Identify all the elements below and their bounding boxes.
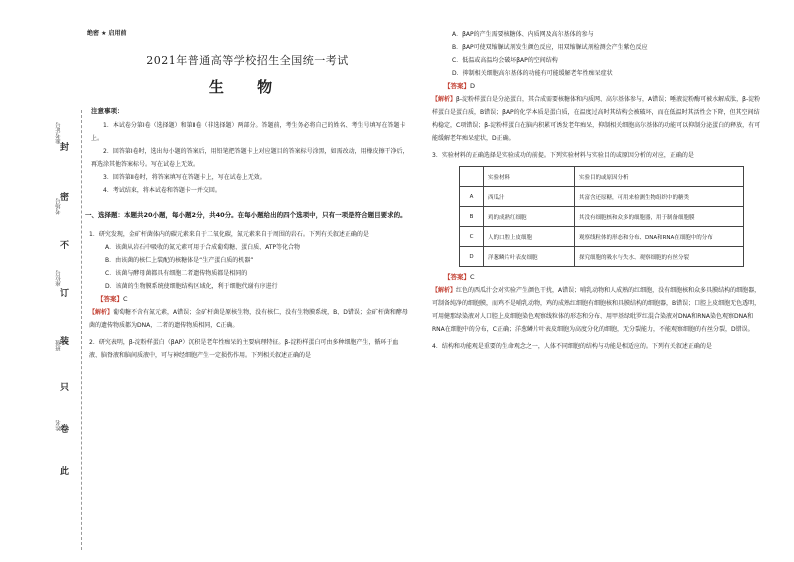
table-cell: D: [460, 247, 484, 267]
explanation-tag: 【解析】: [432, 96, 457, 103]
table-header-cell: 实验目的或原因分析: [575, 167, 744, 187]
right-column: [432, 28, 762, 353]
explanation-tag: 【解析】: [89, 309, 114, 316]
option-b: B．由该菌的核仁上装配的核糖体是“生产蛋白质的机器”: [105, 257, 254, 264]
question-stem: 2．研究表明，β-淀粉样蛋白（βAP）沉积是老年性痴呆的主要病理特征。β-淀粉样蛋白可由多种细胞产生，循环于血液、脑脊液和脑间质液中，可与神经细胞产生一定损伤作用。下列相关叙述正确的是: [89, 339, 399, 359]
exam-room-label: 考场号: [56, 198, 62, 215]
materials-table: [459, 166, 744, 267]
option-c: C．该菌与酵母菌都具有细胞二者遗传物质都是相同的: [105, 270, 248, 277]
name-label: 姓名: [56, 420, 62, 431]
question-2-stem-block: [85, 336, 410, 362]
left-column: [85, 28, 410, 362]
seal-char: 卷: [60, 425, 70, 435]
answer: [432, 80, 762, 93]
seal-dashed-line: [81, 110, 82, 550]
seal-char: 此: [60, 467, 70, 477]
answer: [85, 293, 410, 306]
explanation: [432, 93, 762, 145]
secret-label: 绝密 ★ 启用前: [87, 30, 127, 37]
answer: [432, 271, 762, 284]
table-cell: 其富含还原糖，可用来检测生物组织中的糖类: [575, 187, 744, 207]
binding-margin: [0, 0, 95, 562]
option-a: A．βAP的产生需要核糖体、内质网及高尔基体的参与: [452, 31, 594, 38]
note-item: 4．考试结束，将本试卷和答题卡一并交回。: [103, 187, 221, 194]
seal-char: 封: [60, 143, 70, 153]
table-cell: A: [460, 187, 484, 207]
table-row: [460, 207, 744, 227]
table-row: [460, 227, 744, 247]
seal-char: 只: [60, 383, 70, 393]
option-c: C．低温或高温均会破坏βAP的空间结构: [452, 57, 558, 64]
table-cell: 其没有细胞核和众多的细胞器，用于制备细胞膜: [575, 207, 744, 227]
explanation-tag: 【解析】: [432, 287, 457, 294]
class-label: 班级: [56, 340, 62, 351]
seat-number-label: 座位号: [56, 270, 62, 287]
table-cell: 鸡的成熟红细胞: [484, 207, 575, 227]
admission-number-label: 准考证号: [56, 122, 62, 144]
notes-heading: 注意事项：: [91, 107, 124, 115]
question-stem: 4．结构和功能观是重要的生命观念之一，人体不同细胞的结构与功能是相适应的。下列有关叙述正确的是: [432, 343, 712, 350]
explanation-text: 红色的西瓜汁会对实验产生颜色干扰，A错误；哺乳动物和人成熟的红细胞，没有细胞核和众多具膜结构的细胞器，可制备纯净的细胞膜，而鸡不是哺乳动物，鸡的成熟红细胞有细胞核和具膜结构的细胞器，B错误；口腔上皮细胞无色透明，可用健那绿染液对人口腔上皮细胞染色观察线粒体的形态和分布、用甲基绿吡罗红混合染液对DNA和RNA染色观察DNA和RNA在细胞中的分布，C正确；洋葱鳞片叶表皮细胞为高度分化的细胞，无分裂能力，不能观察细胞的有丝分裂，D错误。: [432, 287, 761, 333]
exam-title: 2021年普通高等学校招生全国统一考试: [146, 54, 349, 67]
table-cell: 探究细胞的吸水与失水、观察细胞的有丝分裂: [575, 247, 744, 267]
seal-char: 装: [60, 337, 70, 347]
table-header-cell: 实验材料: [484, 167, 575, 187]
table-header-row: [460, 167, 744, 187]
answer-tag: 【答案】: [97, 295, 123, 303]
explanation: [85, 306, 410, 332]
seal-char: 密: [60, 193, 70, 203]
table-cell: 西瓜汁: [484, 187, 575, 207]
explanation-text: β-淀粉样蛋白是分泌蛋白，其合成需要核糖体和内质网、高尔基体参与，A错误；唾液淀粉酶可被水解成肽，β-淀粉样蛋白是蛋白质，B错误；βAP的化学本质是蛋白质，在温度过高时其结构会被破坏，而在低温时其活性会下降，但其空间结构稳定，C项错误；β-淀粉样蛋白在脑内积累可诱发老年痴呆，抑制相关细胞高尔基体的功能可以抑制分泌蛋白的释放，有可能缓解老年痴呆症状，D正确。: [432, 96, 761, 142]
seal-char: 不: [60, 241, 70, 251]
question-1: [85, 228, 410, 332]
answer-value: C: [123, 295, 128, 303]
exam-subject: 生 物: [208, 78, 287, 96]
explanation-text: 葡萄糖不含有氮元素，A错误；金矿杆菌是原核生物，没有核仁，没有生物膜系统，B、D错误；金矿杆菌和酵母菌的遗传物质都为DNA，二者的遗传物质相同，C正确。: [89, 309, 408, 329]
option-d: D．该菌的生物膜系统使细胞结构区域化，利于细胞代谢有序进行: [105, 283, 278, 290]
answer-value: D: [470, 82, 476, 90]
table-row: [460, 187, 744, 207]
section-heading: 一、选择题：本题共20小题，每小题2分，共40分。在每小题给出的四个选项中，只有一项是符合题目要求的。: [85, 211, 407, 219]
question-4: [432, 340, 762, 353]
option-a: A．该菌从岩石中吸收的氮元素可用于合成葡萄糖、蛋白质、ATP等化合物: [105, 244, 301, 251]
table-cell: B: [460, 207, 484, 227]
note-item: 2．回答第Ⅰ卷时，选出每小题的答案后，用铅笔把答题卡上对应题目的答案标号涂黑，如需改动，用橡皮擦干净后，再选涂其他答案标号。写在试卷上无效。: [91, 148, 409, 168]
question-stem: 1．研究发现，金矿杆菌体内的碳元素来自于二氧化碳，氮元素来自于周围的岩石。下列有关叙述正确的是: [89, 231, 369, 238]
seal-char: 订: [60, 289, 70, 299]
answer-tag: 【答案】: [444, 82, 470, 90]
answer-value: C: [470, 273, 475, 281]
note-item: 1．本试卷分第Ⅰ卷（选择题）和第Ⅱ卷（非选择题）两部分。答题前，考生务必将自己的姓名、考生号填写在答题卡上。: [91, 122, 406, 142]
question-stem: 3．实验材料的正确选择是实验成功的前提。下列实验材料与实验目的或原因分析的对应，正确的是: [432, 152, 694, 159]
option-d: D．抑制相关细胞高尔基体的功能有可能缓解老年性痴呆症状: [452, 70, 613, 77]
note-item: 3．回答第Ⅱ卷时，将答案填写在答题卡上，写在试卷上无效。: [103, 174, 266, 181]
question-3: [432, 149, 762, 336]
table-cell: 观察线粒体的形态和分布、DNA和RNA在细胞中的分布: [575, 227, 744, 247]
answer-tag: 【答案】: [444, 273, 470, 281]
table-cell: 人的口腔上皮细胞: [484, 227, 575, 247]
table-cell: C: [460, 227, 484, 247]
option-b: B．βAP可使双缩脲试剂发生颜色反应，用双缩脲试剂检测会产生紫色反应: [452, 44, 648, 51]
table-row: [460, 247, 744, 267]
table-cell: 洋葱鳞片叶表皮细胞: [484, 247, 575, 267]
question-2: [432, 28, 762, 145]
table-header-cell: [460, 167, 484, 187]
explanation: [432, 284, 762, 336]
